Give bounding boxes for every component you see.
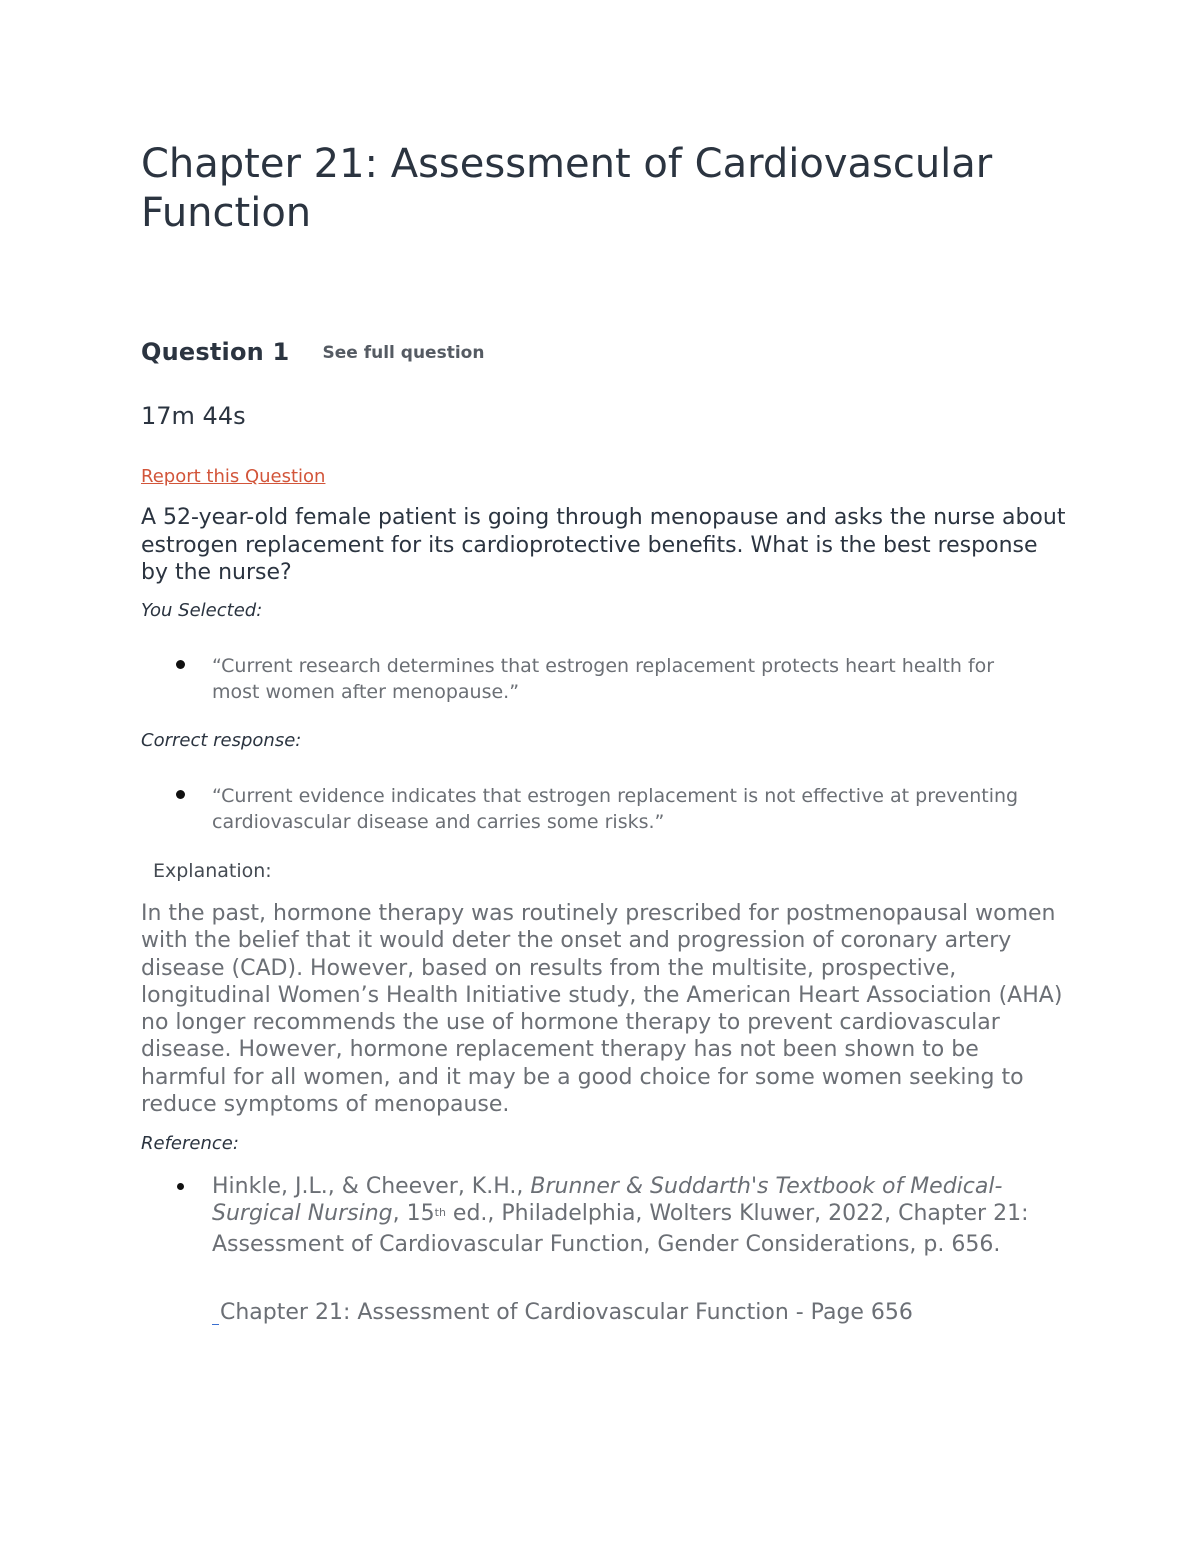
reference-authors: Hinkle, J.L., & Cheever, K.H.,	[212, 1174, 531, 1199]
reference-page-link[interactable]	[212, 1298, 913, 1325]
reference-edition-suffix: th	[434, 1206, 446, 1220]
reference-item	[141, 1173, 1066, 1258]
bullet-icon	[176, 660, 185, 669]
correct-label: Correct response:	[141, 730, 302, 751]
explanation-text: In the past, hormone therapy was routinely prescribed for postmenopausal women with the belief that it would deter the onset and progression of coronary artery disease (CAD). However, based on results from the multisite, prospective, longitudinal Women’s Health Initiative study, the American Heart Association (AHA) no longer recommends the use of hormone therapy to prevent cardiovascular disease. However, hormone replacement therapy has not been shown to be harmful for all women, and it may be a good choice for some women seeking to reduce symptoms of menopause.	[141, 901, 1063, 1118]
link-anchor-underline	[212, 1298, 219, 1325]
report-question-link[interactable]: Report this Question	[141, 466, 326, 487]
bullet-icon	[176, 790, 185, 799]
question-text: A 52-year-old female patient is going through menopause and asks the nurse about estrogen replacement for its cardioprotective benefits. What is the best response by the nurse?	[141, 505, 1066, 585]
reference-page-link-text[interactable]: Chapter 21: Assessment of Cardiovascular Function - Page 656	[220, 1300, 913, 1325]
bullet-icon	[177, 1183, 184, 1190]
selected-label: You Selected:	[141, 600, 263, 621]
explanation-label: Explanation:	[153, 860, 272, 882]
question-timer: 17m 44s	[141, 402, 246, 430]
see-full-question-link[interactable]: See full question	[322, 343, 485, 363]
reference-text	[212, 1173, 1066, 1258]
correct-answer-item	[141, 783, 1021, 835]
correct-answer-text: “Current evidence indicates that estrogen replacement is not effective at preventing cardiovascular disease and carries some risks.”	[212, 785, 1019, 833]
chapter-title: Chapter 21: Assessment of Cardiovascular Function	[141, 141, 993, 236]
question-number: Question 1	[141, 338, 290, 366]
reference-edition: , 15	[392, 1201, 435, 1227]
question-header	[141, 338, 484, 366]
selected-answer-text: “Current research determines that estrogen replacement protects heart health for most women after menopause.”	[212, 655, 995, 703]
reference-label: Reference:	[141, 1133, 239, 1154]
reference-details: ed., Philadelphia, Wolters Kluwer, 2022, Chapter 21: Assessment of Cardiovascular Function, Gender Considerations, p. 656.	[212, 1201, 1029, 1257]
reference-book-title: Brunner & Suddarth's Textbook of Medical-Surgical Nursing	[212, 1174, 1003, 1227]
selected-answer-item	[141, 653, 1021, 705]
